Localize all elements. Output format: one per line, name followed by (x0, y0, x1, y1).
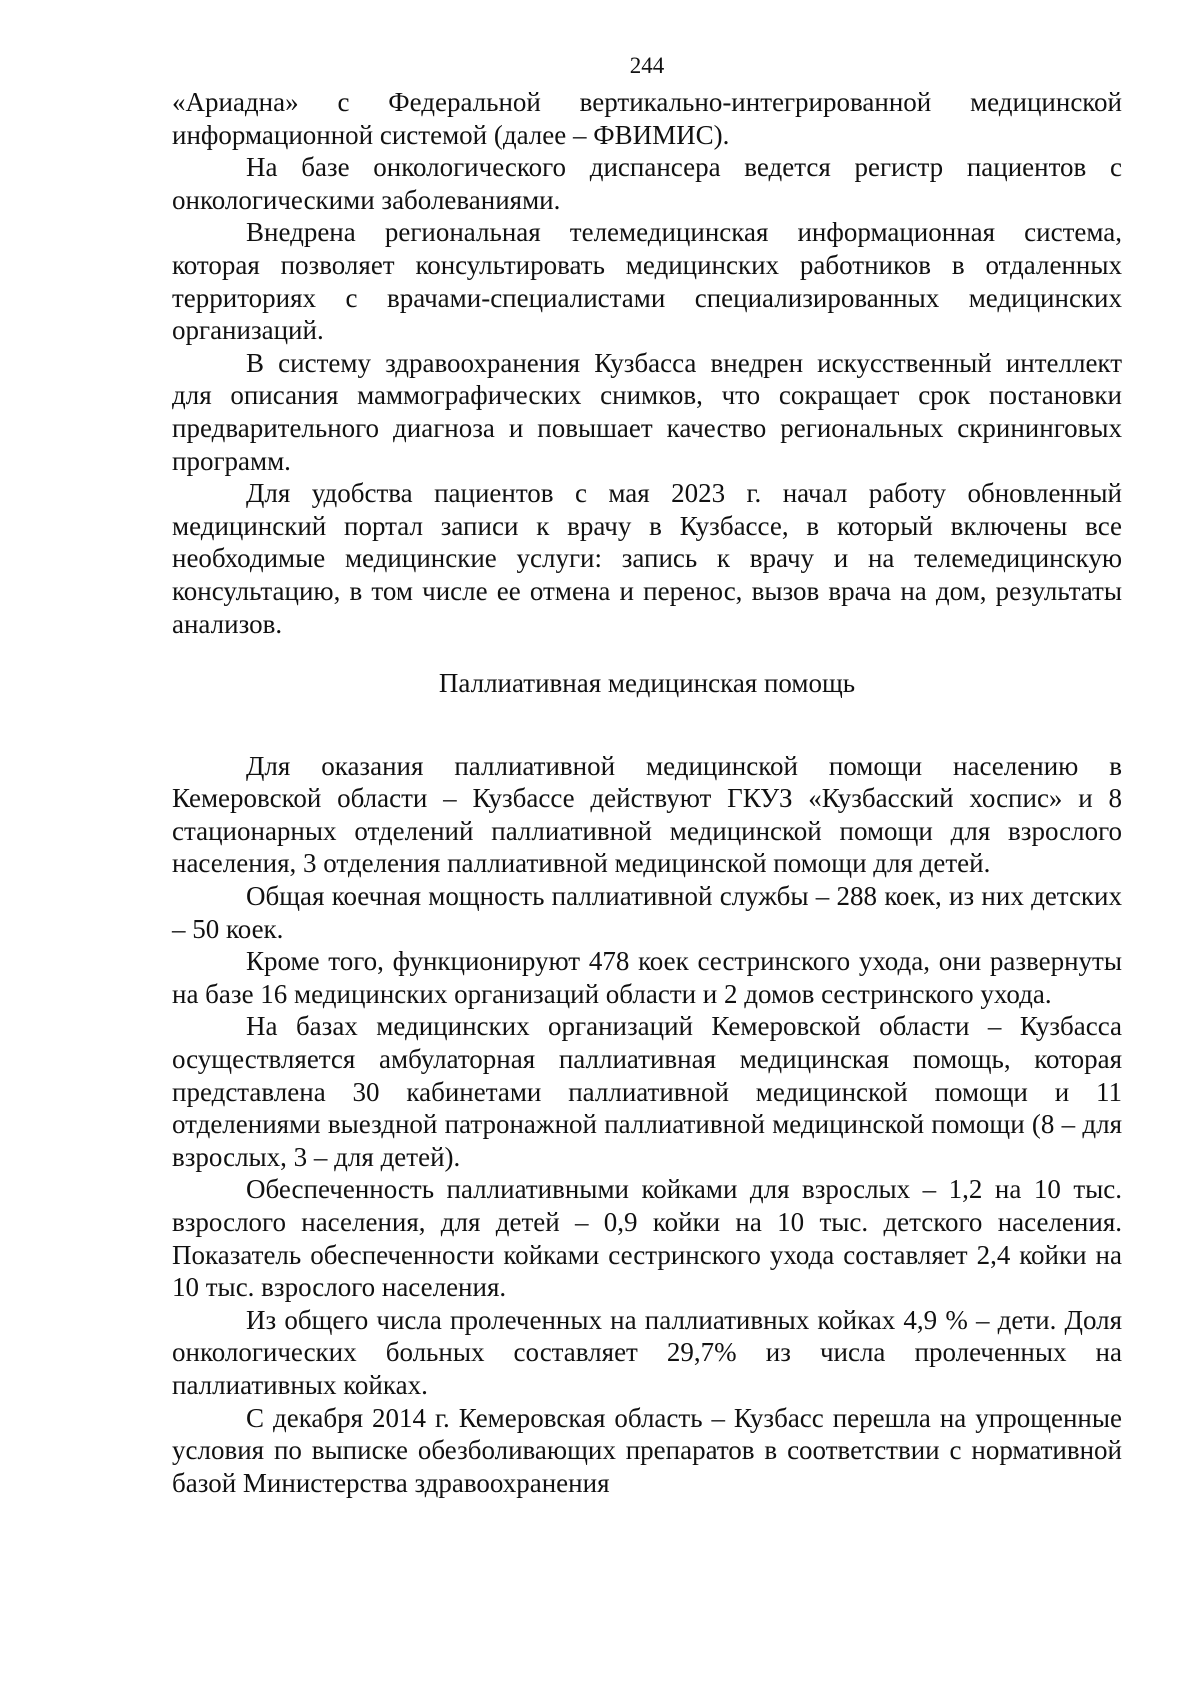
paragraph: Внедрена региональная телемедицинская информационная система, которая позволяет консультировать медицинских работников в отдаленных территориях с врачами-специалистами специализированных медицинских организаций. (172, 217, 1122, 346)
document-page (172, 52, 1122, 1499)
paragraph: Общая коечная мощность паллиативной службы – 288 коек, из них детских – 50 коек. (172, 881, 1122, 944)
page-number: 244 (629, 53, 665, 78)
paragraph: В систему здравоохранения Кузбасса внедрен искусственный интеллект для описания маммографических снимков, что сокращает срок постановки предварительного диагноза и повышает качество региональных скрининговых программ. (172, 347, 1122, 476)
paragraph: С декабря 2014 г. Кемеровская область – Кузбасс перешла на упрощенные условия по выписке обезболивающих препаратов в соответствии с нормативной базой Министерства здравоохранения (172, 1402, 1122, 1498)
paragraph: Кроме того, функционируют 478 коек сестринского ухода, они развернуты на базе 16 медицинских организаций области и 2 домов сестринского ухода. (172, 946, 1122, 1009)
paragraph: На базах медицинских организаций Кемеровской области – Кузбасса осуществляется амбулаторная паллиативная медицинская помощь, которая представлена 30 кабинетами паллиативной медицинской помощи и 11 отделениями выездной патронажной паллиативной медицинской помощи (8 – для взрослых, 3 – для детей). (172, 1011, 1122, 1172)
paragraph: Обеспеченность паллиативными койками для взрослых – 1,2 на 10 тыс. взрослого населения, для детей – 0,9 койки на 10 тыс. детского населения. Показатель обеспеченности койками сестринского ухода составляет 2,4 койки на 10 тыс. взрослого населения. (172, 1174, 1122, 1303)
section-heading: Паллиативная медицинская помощь (438, 668, 856, 699)
paragraph: Для удобства пациентов с мая 2023 г. начал работу обновленный медицинский портал записи к врачу в Кузбассе, в который включены все необходимые медицинские услуги: запись к врачу и на телемедицинскую консультацию, в том числе ее отмена и перенос, вызов врача на дом, результаты анализов. (172, 478, 1122, 639)
paragraph: На базе онкологического диспансера ведется регистр пациентов с онкологическими заболеваниями. (172, 152, 1122, 215)
paragraph: Для оказания паллиативной медицинской помощи населению в Кемеровской области – Кузбассе действуют ГКУЗ «Кузбасский хоспис» и 8 стационарных отделений паллиативной медицинской помощи для взрослого населения, 3 отделения паллиативной медицинской помощи для детей. (172, 750, 1122, 879)
paragraph: «Ариадна» с Федеральной вертикально-интегрированной медицинской информационной системой (далее – ФВИМИС). (172, 87, 1122, 150)
paragraph: Из общего числа пролеченных на паллиативных койках 4,9 % – дети. Доля онкологических больных составляет 29,7% из числа пролеченных на паллиативных койках. (172, 1304, 1122, 1400)
